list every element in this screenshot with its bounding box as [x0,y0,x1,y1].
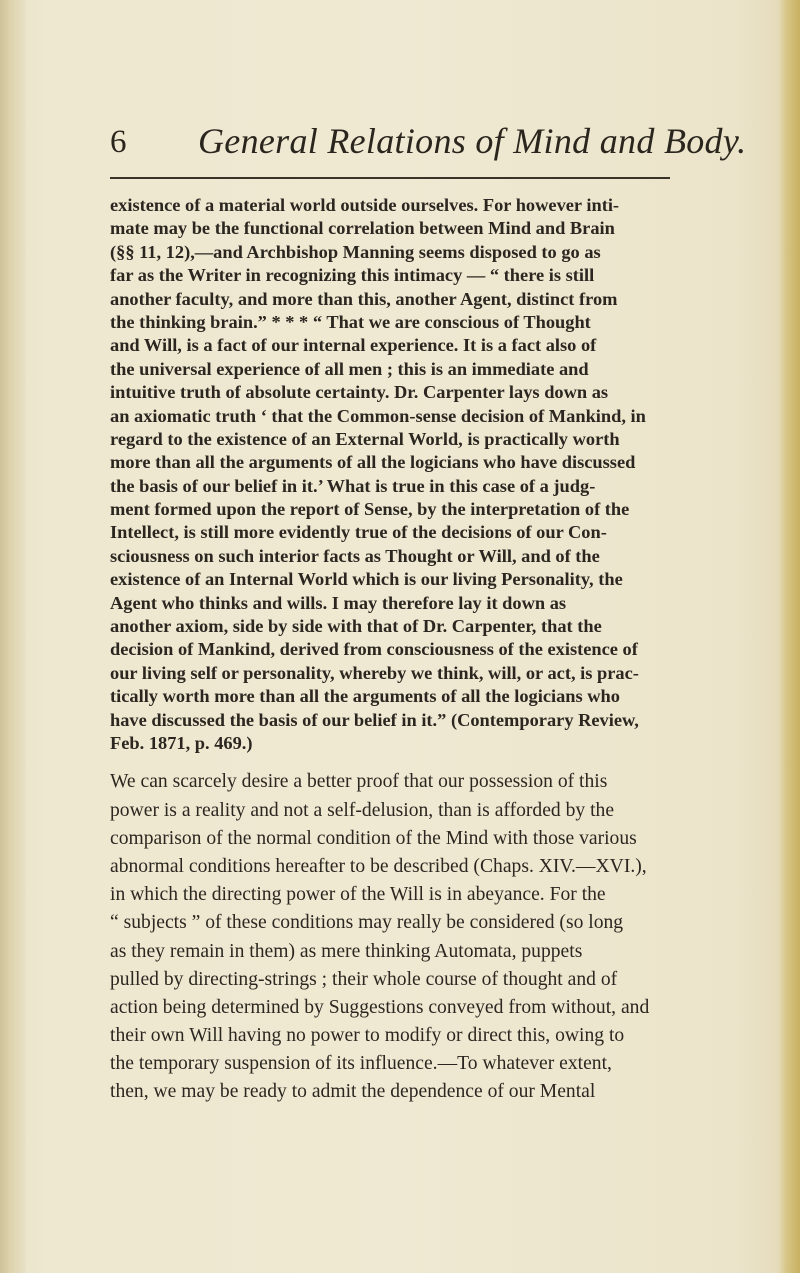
text-line: sciousness on such interior facts as Thought or Will, and of the [110,545,600,566]
text-line: We can scarcely desire a better proof that our possession of this [110,771,608,793]
text-line: Intellect, is still more evidently true of the decisions of our Con- [110,522,607,543]
text-line: tically worth more than all the arguments of all the logicians who [110,686,620,707]
text-line: power is a reality and not a self-delusion, than is afforded by the [110,799,615,821]
text-line: another axiom, side by side with that of Dr. Carpenter, that the [110,616,602,637]
paragraph-quotation [110,194,744,755]
page-gutter [0,0,26,1273]
text-line: regard to the existence of an External World, is practically worth [110,428,620,449]
text-line: existence of a material world outside ourselves. For however inti- [110,195,620,215]
text-line: “ subjects ” of these conditions may really be considered (so long [110,912,624,934]
header-rule [110,177,670,179]
text-line: and Will, is a fact of our internal experience. It is a fact also of [110,335,597,356]
text-line: the universal experience of all men ; this is an immediate and [110,358,589,379]
text-line: action being determined by Suggestions conveyed from without, and [110,996,650,1018]
text-line: another faculty, and more than this, another Agent, distinct from [110,288,618,309]
text-line: existence of an Internal World which is our living Personality, the [110,569,623,590]
text-line: their own Will having no power to modify or direct this, owing to [110,1025,625,1047]
text-line: intuitive truth of absolute certainty. Dr. Carpenter lays down as [110,382,609,403]
text-line: ment formed upon the report of Sense, by the interpretation of the [110,499,630,520]
page-number: 6 [110,124,127,160]
text-line: pulled by directing-strings ; their whole course of thought and of [110,968,618,990]
text-line: decision of Mankind, derived from consciousness of the existence of [110,639,638,660]
text-line: more than all the arguments of all the logicians who have discussed [110,452,636,473]
text-line: abnormal conditions hereafter to be described (Chaps. XIV.—XVI.), [110,855,647,877]
text-line: have discussed the basis of our belief in it.” (Contemporary Review, [110,709,639,730]
text-line: far as the Writer in recognizing this intimacy — “ there is still [110,265,595,286]
page-edge [778,0,800,1273]
text-line: as they remain in them) as mere thinking Automata, puppets [110,940,583,962]
paragraph-main [110,768,744,1106]
running-title: General Relations of Mind and Body. [198,121,747,161]
text-line: in which the directing power of the Will is in abeyance. For the [110,884,606,906]
text-line: comparison of the normal condition of the Mind with those various [110,827,637,849]
text-line: Feb. 1871, p. 469.) [110,732,253,753]
running-header [110,116,747,172]
text-line: an axiomatic truth ‘ that the Common-sense decision of Mankind, in [110,405,646,426]
text-line: (§§ 11, 12),—and Archbishop Manning seems disposed to go as [110,241,601,262]
text-line: the basis of our belief in it.’ What is true in this case of a judg- [110,475,596,496]
text-line: mate may be the functional correlation between Mind and Brain [110,218,615,239]
body-text [110,194,744,1107]
text-line: the thinking brain.” * * * “ That we are conscious of Thought [110,311,591,332]
text-line: then, we may be ready to admit the dependence of our Mental [110,1081,596,1103]
text-line: Agent who thinks and wills. I may therefore lay it down as [110,592,567,613]
text-line: the temporary suspension of its influence.—To whatever extent, [110,1053,612,1075]
text-line: our living self or personality, whereby we think, will, or act, is prac- [110,662,639,683]
